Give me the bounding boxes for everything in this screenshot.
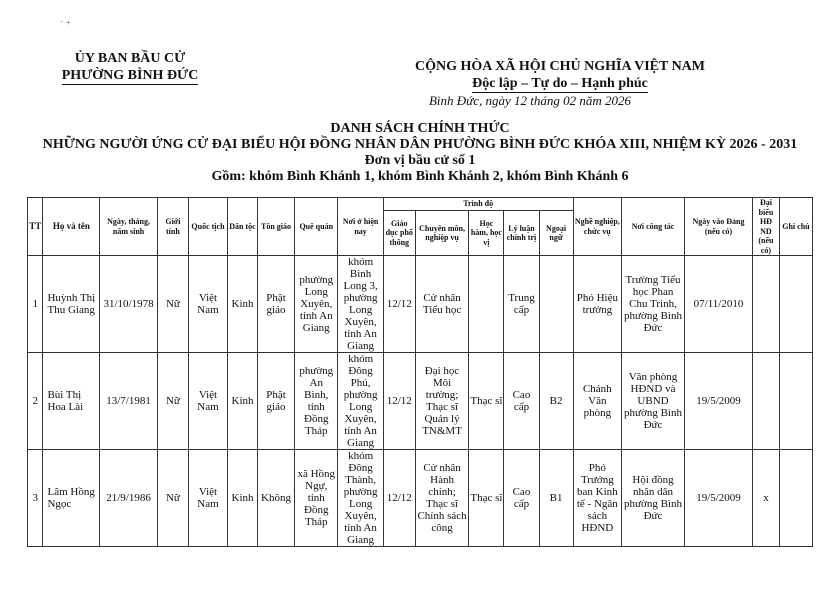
cell-party-date: 19/5/2009: [684, 450, 752, 547]
cell-edu-major: Cử nhân Tiểu học: [415, 256, 469, 353]
col-dob: Ngày, tháng, năm sinh: [100, 198, 158, 256]
cell-gender: Nữ: [157, 450, 188, 547]
title-line4: Gồm: khóm Bình Khánh 1, khóm Bình Khánh 2, khóm Bình Khánh 6: [211, 169, 629, 184]
cell-tt: 2: [28, 353, 43, 450]
scan-speck: ˙ ⁺: [60, 20, 72, 31]
cell-workplace: Trường Tiểu học Phan Chu Trinh, phường Bình Đức: [622, 256, 685, 353]
col-education-group: Trình độ: [383, 198, 573, 211]
document-title: [30, 121, 810, 185]
col-name: Họ và tên: [43, 198, 100, 256]
cell-job: Phó Trưởng ban Kinh tế - Ngân sách HĐND: [573, 450, 621, 547]
cell-hometown: phường An Bình, tỉnh Đồng Tháp: [295, 353, 338, 450]
authority-line1: ỦY BAN BẦU CỬ: [74, 51, 186, 66]
cell-edu-major: Cử nhân Hành chính; Thạc sĩ Chính sách công: [415, 450, 469, 547]
national-motto: [360, 58, 760, 93]
table-row: [28, 256, 813, 353]
col-party-date: Ngày vào Đảng (nếu có): [684, 198, 752, 256]
cell-ethnicity: Kinh: [228, 256, 258, 353]
cell-council-member: [753, 256, 780, 353]
cell-religion: Phật giáo: [257, 256, 294, 353]
cell-note: [779, 450, 812, 547]
cell-note: [779, 353, 812, 450]
cell-edu-language: B1: [539, 450, 573, 547]
col-edu-degree: Học hàm, học vị: [469, 211, 504, 256]
cell-religion: Phật giáo: [257, 353, 294, 450]
cell-gender: Nữ: [157, 256, 188, 353]
col-religion: Tôn giáo: [257, 198, 294, 256]
issuing-authority: [40, 50, 220, 85]
title-line1: DANH SÁCH CHÍNH THỨC: [330, 121, 510, 136]
cell-party-date: 07/11/2010: [684, 256, 752, 353]
cell-hometown: phường Long Xuyên, tỉnh An Giang: [295, 256, 338, 353]
cell-dob: 31/10/1978: [100, 256, 158, 353]
col-edu-general: Giáo dục phổ thông: [383, 211, 415, 256]
cell-nationality: Việt Nam: [188, 450, 227, 547]
cell-gender: Nữ: [157, 353, 188, 450]
cell-edu-degree: [469, 256, 504, 353]
cell-edu-general: 12/12: [383, 256, 415, 353]
col-tt: TT: [28, 198, 43, 256]
motto: Độc lập – Tự do – Hạnh phúc: [472, 76, 648, 91]
col-nationality: Quốc tịch: [188, 198, 227, 256]
cell-dob: 21/9/1986: [100, 450, 158, 547]
cell-edu-general: 12/12: [383, 450, 415, 547]
nation-name: CỘNG HÒA XÃ HỘI CHỦ NGHĨA VIỆT NAM: [414, 59, 705, 74]
authority-line2: PHƯỜNG BÌNH ĐỨC: [61, 68, 199, 83]
cell-note: [779, 256, 812, 353]
cell-residence: khóm Bình Long 3, phường Long Xuyên, tỉnh An Giang: [338, 256, 383, 353]
cell-tt: 1: [28, 256, 43, 353]
cell-job: Chánh Văn phòng: [573, 353, 621, 450]
col-edu-major: Chuyên môn, nghiệp vụ: [415, 211, 469, 256]
cell-workplace: Hội đồng nhân dân phường Bình Đức: [622, 450, 685, 547]
cell-name: Bùi Thị Hoa Lài: [43, 353, 100, 450]
cell-edu-major: Đại học Môi trường; Thạc sĩ Quản lý TN&MT: [415, 353, 469, 450]
cell-residence: khóm Đông Phú, phường Long Xuyên, tỉnh An Giang: [338, 353, 383, 450]
cell-council-member: x: [753, 450, 780, 547]
date-line: Bình Đức, ngày 12 tháng 02 năm 2026: [428, 93, 632, 108]
cell-edu-general: 12/12: [383, 353, 415, 450]
table-row: [28, 353, 813, 450]
cell-tt: 3: [28, 450, 43, 547]
cell-edu-political: Cao cấp: [504, 450, 539, 547]
cell-hometown: xã Hồng Ngự, tỉnh Đồng Tháp: [295, 450, 338, 547]
cell-name: Lâm Hồng Ngọc: [43, 450, 100, 547]
cell-ethnicity: Kinh: [228, 353, 258, 450]
col-edu-language: Ngoại ngữ: [539, 211, 573, 256]
cell-edu-political: Trung cấp: [504, 256, 539, 353]
cell-name: Huỳnh Thị Thu Giang: [43, 256, 100, 353]
cell-party-date: 19/5/2009: [684, 353, 752, 450]
col-council-member: Đại biểu HĐ ND (nếu có): [753, 198, 780, 256]
col-residence: Nơi ở hiện nay: [338, 198, 383, 256]
cell-edu-language: [539, 256, 573, 353]
col-workplace: Nơi công tác: [622, 198, 685, 256]
col-job: Nghề nghiệp, chức vụ: [573, 198, 621, 256]
cell-dob: 13/7/1981: [100, 353, 158, 450]
cell-job: Phó Hiệu trưởng: [573, 256, 621, 353]
cell-workplace: Văn phòng HĐND và UBND phường Bình Đức: [622, 353, 685, 450]
col-gender: Giới tính: [157, 198, 188, 256]
cell-religion: Không: [257, 450, 294, 547]
cell-council-member: [753, 353, 780, 450]
title-line3: Đơn vị bầu cử số 1: [364, 153, 476, 168]
cell-edu-degree: Thạc sĩ: [469, 450, 504, 547]
table-row: [28, 450, 813, 547]
col-hometown: Quê quán: [295, 198, 338, 256]
candidate-table: [27, 197, 813, 547]
col-note: Ghi chú: [779, 198, 812, 256]
cell-edu-degree: Thạc sĩ: [469, 353, 504, 450]
cell-nationality: Việt Nam: [188, 353, 227, 450]
col-edu-political: Lý luận chính trị: [504, 211, 539, 256]
cell-edu-language: B2: [539, 353, 573, 450]
cell-nationality: Việt Nam: [188, 256, 227, 353]
col-ethnicity: Dân tộc: [228, 198, 258, 256]
cell-ethnicity: Kinh: [228, 450, 258, 547]
title-line2: NHỮNG NGƯỜI ỨNG CỬ ĐẠI BIỂU HỘI ĐỒNG NHÂN DÂN PHƯỜNG BÌNH ĐỨC KHÓA XIII, NHIỆM KỲ 2026 - 2031: [42, 137, 798, 152]
cell-residence: khóm Đông Thành, phường Long Xuyên, tỉnh An Giang: [338, 450, 383, 547]
cell-edu-political: Cao cấp: [504, 353, 539, 450]
